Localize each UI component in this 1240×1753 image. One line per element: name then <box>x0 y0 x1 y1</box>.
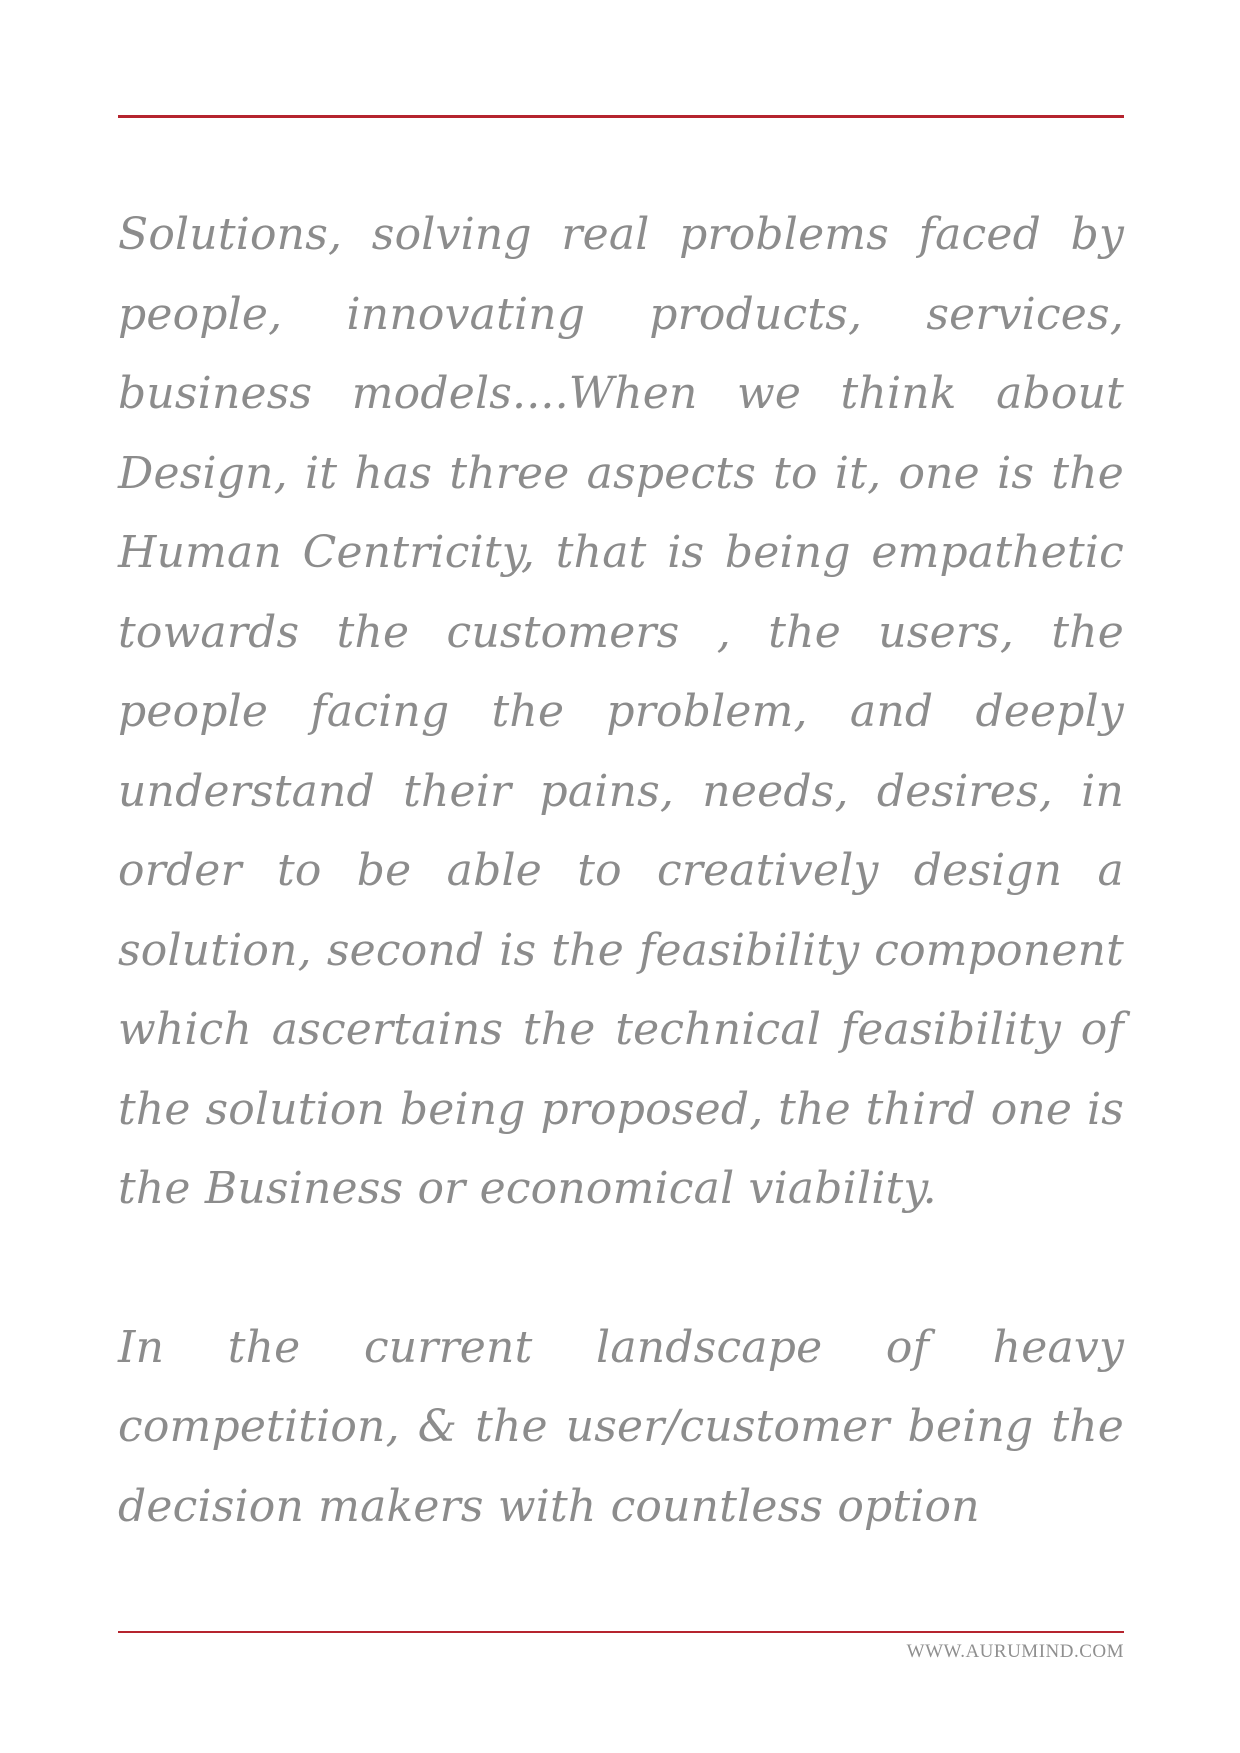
body-paragraph-1: Solutions, solving real problems faced by people, innovating products, services, business models....When we think about Design, it has three aspects to it, one is the Human Centricity, that is being empathetic towards the customers , the users, the people facing the problem, and deeply understand their pains, needs, desires, in order to be able to creatively design a solution, second is the feasibility component which ascertains the technical feasibility of the solution being proposed, the third one is the Business or economical viability. <box>118 209 1124 1214</box>
page-body <box>118 195 1124 1546</box>
bottom-divider <box>118 1631 1124 1633</box>
footer-url: WWW.AURUMIND.COM <box>906 1641 1124 1662</box>
top-divider <box>118 115 1124 118</box>
body-paragraph-2: In the current landscape of heavy competition, & the user/customer being the decision makers with countless option <box>118 1321 1124 1532</box>
